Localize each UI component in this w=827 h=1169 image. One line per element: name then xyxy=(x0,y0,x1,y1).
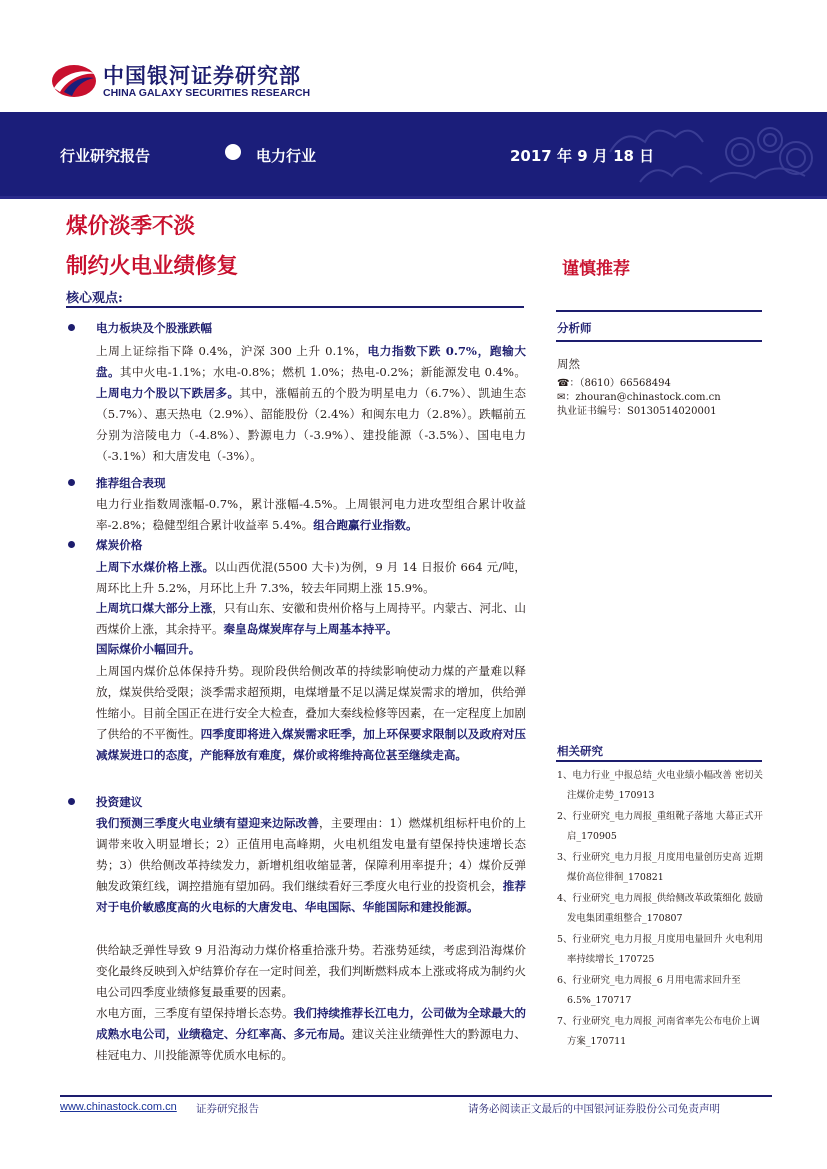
analyst-license: 执业证书编号：S0130514020001 xyxy=(557,406,717,417)
emphasis-text: 上周电力个股以下跌居多。 xyxy=(96,386,240,400)
analyst-name: 周然 xyxy=(557,357,580,371)
section-bullet-icon xyxy=(68,479,75,486)
list-item[interactable]: 6、行业研究_电力周报_6 月用电需求回升至 6.5%_170717 xyxy=(557,975,741,1006)
analyst-label: 分析师 xyxy=(557,321,592,335)
body-text-run: 上周国内煤价总体保持升势。现阶段供给侧改革的持续影响使动力煤的产量难以释放，煤炭供给受限；淡季需求超预期，电煤增量不足以满足煤炭需求的增加，供给弹性缩小。目前全国正在进行安全大检查，叠加大秦线检修等因素，在一定程度上加剧了供给的不平衡性。 xyxy=(96,664,526,741)
emphasis-text: 秦皇岛煤炭库存与上周基本持平。 xyxy=(223,622,398,636)
body-text-run: 建议关注业绩弹性大的黔源电力、桂冠电力、川投能源等优质水电标的。 xyxy=(96,1027,526,1062)
list-item[interactable]: 7、行业研究_电力周报_河南省率先公布电价上调方案_170711 xyxy=(557,1016,760,1047)
section-bullet-icon xyxy=(68,324,75,331)
core-views-label: 核心观点: xyxy=(66,291,123,306)
report-date: 2017 年 9 月 18 日 xyxy=(510,147,655,165)
emphasis-text: 上周下水煤价格上涨。 xyxy=(96,560,215,574)
main-title: 煤价淡季不淡 xyxy=(66,214,196,239)
body-text-run: ，只有山东、安徽和贵州价格与上周持平。内蒙古、河北、山西煤价上涨，其余持平。 xyxy=(96,601,526,636)
section-paragraph xyxy=(96,813,526,918)
report-type-label: 行业研究报告 xyxy=(60,147,151,165)
emphasis-text: 推荐对于电价敏感度高的火电标的大唐发电、华电国际、华能国际和建投能源。 xyxy=(96,879,526,914)
section-paragraph xyxy=(96,940,526,1003)
core-divider xyxy=(66,306,524,308)
related-research-list xyxy=(557,766,767,1053)
analyst-top-divider xyxy=(556,310,762,312)
analyst-email[interactable]: ✉：zhouran@chinastock.com.cn xyxy=(557,392,721,403)
galaxy-logo-icon xyxy=(50,62,98,100)
footer-report-label: 证券研究报告 xyxy=(196,1103,259,1115)
body-text-run: 水电方面，三季度有望保持增长态势。 xyxy=(96,1006,294,1020)
related-research-label: 相关研究 xyxy=(557,744,603,758)
industry-label: 电力行业 xyxy=(256,147,317,165)
analyst-divider xyxy=(556,340,762,342)
section-bullet-icon xyxy=(68,541,75,548)
body-text-run: ，主要理由：1）燃煤机组标杆电价的上调带来收入明显增长；2）正值用电高峰期，火电机组发电量有望保持快速增长态势；3）供给侧改革持续发力，新增机组收缩显著，保障利用率提升；4）煤价反弹触发政策红线，调控措施有望加码。我们继续看好三季度火电行业的投资机会， xyxy=(96,816,526,893)
bullet-dot-icon xyxy=(225,144,241,160)
footer-divider xyxy=(60,1095,772,1097)
section-heading: 煤炭价格 xyxy=(96,538,143,552)
section-paragraph xyxy=(96,341,526,467)
body-text-run: 其中火电-1.1%；水电-0.8%；燃机 1.0%；热电-0.2%；新能源发电 0.4%。 xyxy=(119,365,526,379)
emphasis-text: 上周坑口煤大部分上涨 xyxy=(96,601,213,615)
body-text-run: 上周上证综指下降 0.4%，沪深 300 上升 0.1%， xyxy=(96,344,368,358)
section-paragraph xyxy=(96,557,526,599)
list-item[interactable]: 4、行业研究_电力周报_供给侧改革政策细化 鼓励发电集团重组整合_170807 xyxy=(557,893,763,924)
list-item[interactable]: 1、电力行业_中报总结_火电业绩小幅改善 密切关注煤价走势_170913 xyxy=(557,770,763,801)
analyst-phone: ☎：（8610）66568494 xyxy=(557,378,671,389)
logo-english-name: CHINA GALAXY SECURITIES RESEARCH xyxy=(103,87,311,99)
body-text-run: 供给缺乏弹性导致 9 月沿海动力煤价格重拾涨升势。若涨势延续，考虑到沿海煤价变化最终反映到入炉结算价存在一定时间差，我们判断燃料成本上涨或将成为制约火电公司四季度业绩修复最重要的因素。 xyxy=(96,943,526,999)
section-paragraph xyxy=(96,1003,526,1066)
list-item[interactable]: 3、行业研究_电力月报_月度用电量创历史高 近期煤价高位徘徊_170821 xyxy=(557,852,763,883)
section-paragraph xyxy=(96,494,526,536)
footer-disclaimer: 请务必阅读正文最后的中国银河证券股份公司免责声明 xyxy=(468,1103,720,1115)
section-bullet-icon xyxy=(68,798,75,805)
rating-label: 谨慎推荐 xyxy=(562,259,630,279)
body-text-run: 以山西优混(5500 大卡)为例，9 月 14 日报价 664 元/吨，周环比上升 5.2%，月环比上升 7.3%，较去年同期上涨 15.9%。 xyxy=(96,560,526,595)
section-paragraph xyxy=(96,639,526,660)
logo-chinese-name: 中国银河证券研究部 xyxy=(103,64,301,88)
section-paragraph xyxy=(96,598,526,640)
emphasis-text: 四季度即将进入煤炭需求旺季，加上环保要求限制以及政府对压减煤炭进口的态度，产能释放有难度，煤价或将维持高位甚至继续走高。 xyxy=(96,727,526,762)
list-item[interactable]: 5、行业研究_电力月报_月度用电量回升 火电利用率持续增长_170725 xyxy=(557,934,763,965)
section-heading: 电力板块及个股涨跌幅 xyxy=(96,321,212,335)
section-heading: 推荐组合表现 xyxy=(96,476,166,490)
related-divider xyxy=(556,760,762,762)
banner-underline xyxy=(0,196,827,199)
emphasis-text: 我们预测三季度火电业绩有望迎来边际改善 xyxy=(96,816,320,830)
section-paragraph xyxy=(96,661,526,766)
emphasis-text: 组合跑赢行业指数。 xyxy=(313,518,418,532)
sub-title: 制约火电业绩修复 xyxy=(66,254,239,279)
body-text-run: 其中，涨幅前五的个股为明星电力（6.7%）、凯迪生态（5.7%）、惠天热电（2.9%）、韶能股份（2.4%）和闽东电力（2.8%）。跌幅前五分别为涪陵电力（-4.8%）、黔源电力（-3.9%）、建投能源（-3.5%）、国电电力（-3.1%）和大唐发电（-3%）。 xyxy=(96,386,526,463)
list-item[interactable]: 2、行业研究_电力周报_重组靴子落地 大幕正式开启_170905 xyxy=(557,811,763,842)
emphasis-text: 我们持续推荐长江电力，公司做为全球最大的成熟水电公司，业绩稳定、分红率高、多元布局。 xyxy=(96,1006,526,1041)
section-heading: 投资建议 xyxy=(96,795,143,809)
emphasis-text: 电力指数下跌 0.7%，跑输大盘。 xyxy=(96,344,527,379)
website-link[interactable]: www.chinastock.com.cn xyxy=(60,1101,177,1113)
emphasis-text: 国际煤价小幅回升。 xyxy=(96,642,201,656)
body-text-run: 电力行业指数周涨幅-0.7%，累计涨幅-4.5%。上周银河电力进攻型组合累计收益率-2.8%；稳健型组合累计收益率 5.4%。 xyxy=(96,497,526,532)
